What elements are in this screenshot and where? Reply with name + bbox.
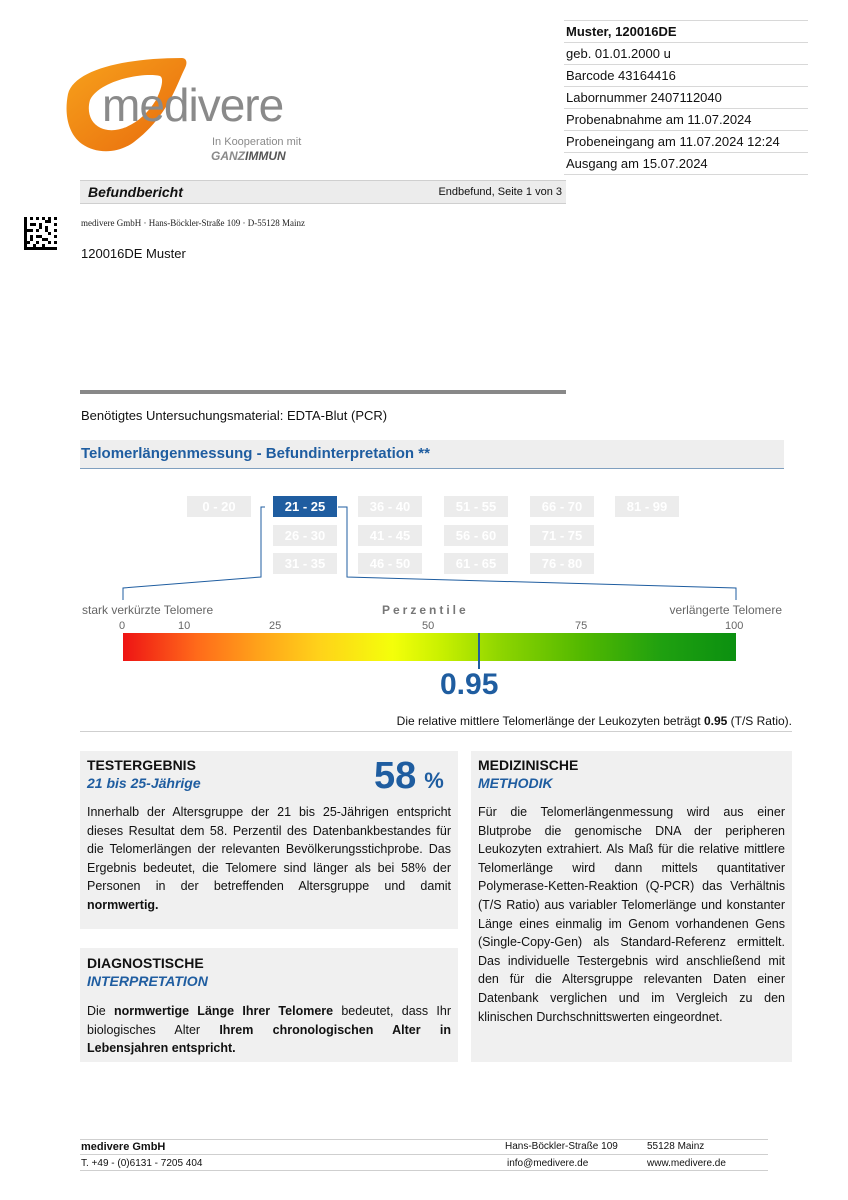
- methodik-box: [471, 751, 792, 1062]
- footer-phone: T. +49 - (0)6131 - 7205 404: [81, 1158, 203, 1169]
- age-group: 41 - 45: [358, 525, 422, 546]
- footer-city: 55128 Mainz: [647, 1141, 705, 1152]
- section-title: Telomerlängenmessung - Befundinterpretation **: [81, 445, 430, 462]
- lab-number: Labornummer 2407112040: [564, 87, 808, 109]
- diagnostik-t2: bedeutet, dass Ihr biologisches Alter: [87, 1004, 452, 1037]
- age-group: 76 - 80: [530, 553, 594, 574]
- percentile-number: 58: [374, 755, 417, 797]
- diagnostik-box: [80, 948, 458, 1062]
- testergebnis-box: [80, 751, 458, 929]
- age-group: 66 - 70: [530, 496, 594, 517]
- sender-address: medivere GmbH · Hans-Böckler-Straße 109 · D-55128 Mainz: [81, 218, 306, 228]
- recipient: 120016DE Muster: [81, 246, 186, 261]
- footer-divider: [80, 1154, 768, 1155]
- diagnostik-heading: DIAGNOSTISCHE: [87, 955, 204, 971]
- logo-brand: medivere: [102, 79, 284, 131]
- tick-label: 0: [119, 620, 126, 632]
- testergebnis-heading: TESTERGEBNIS: [87, 757, 196, 773]
- sentence-post: (T/S Ratio).: [727, 714, 792, 728]
- footer-divider: [80, 1139, 768, 1140]
- percentile-gradient-bar: [123, 633, 736, 661]
- age-group: 71 - 75: [530, 525, 594, 546]
- footer-web[interactable]: www.medivere.de: [647, 1158, 726, 1169]
- report-status: Endbefund, Seite 1 von 3: [438, 186, 562, 198]
- age-group: 61 - 65: [444, 553, 508, 574]
- methodik-heading: MEDIZINISCHE: [478, 757, 579, 773]
- age-group: 26 - 30: [273, 525, 337, 546]
- footer-street: Hans-Böckler-Straße 109: [505, 1141, 618, 1152]
- sentence-pre: Die relative mittlere Telomerlänge der Leukozyten beträgt: [396, 714, 704, 728]
- report-output: Ausgang am 15.07.2024: [564, 153, 808, 175]
- age-group-active: 21 - 25: [273, 496, 337, 517]
- sample-collection: Probenabnahme am 11.07.2024: [564, 109, 808, 131]
- sample-material: Benötigtes Untersuchungsmaterial: EDTA-Blut (PCR): [81, 408, 388, 423]
- diagnostik-t1: Die: [87, 1004, 115, 1018]
- tick-label: 50: [422, 620, 435, 632]
- footer-email[interactable]: info@medivere.de: [507, 1158, 589, 1169]
- sentence-value: 0.95: [703, 714, 728, 728]
- methodik-sub: METHODIK: [478, 775, 553, 791]
- patient-barcode: Barcode 43164416: [564, 65, 808, 87]
- logo-partner-b: IMMUN: [245, 149, 286, 163]
- footer-company: medivere GmbH: [81, 1141, 166, 1153]
- diagnostik-b2: Ihrem chronologischen Alter in Lebensjahren entspricht.: [87, 1022, 451, 1056]
- age-group: 51 - 55: [444, 496, 508, 517]
- scale-right-label: verlängerte Telomere: [669, 603, 782, 617]
- logo-coop: In Kooperation mit: [212, 136, 302, 148]
- result-sentence: [397, 714, 792, 728]
- percent-sign: %: [424, 768, 444, 793]
- diagnostik-text: [87, 1002, 451, 1058]
- age-group: 81 - 99: [615, 496, 679, 517]
- age-group: 56 - 60: [444, 525, 508, 546]
- tick-label: 10: [178, 620, 191, 632]
- percentile-result: [374, 755, 444, 798]
- tick-label: 100: [725, 620, 744, 632]
- testergebnis-text: [87, 803, 451, 915]
- percentile-marker: [478, 633, 480, 669]
- tick-label: 75: [575, 620, 588, 632]
- result-value: 0.95: [440, 668, 499, 701]
- tick-label: 25: [269, 620, 282, 632]
- age-group: 0 - 20: [187, 496, 251, 517]
- testergebnis-body: Innerhalb der Altersgruppe der 21 bis 25-Jährigen entspricht dieses Resultat dem 58. Perzentil des Datenbankbestandes für die Telomerlängen der relevanten Bevölkerungsstichprobe. Das Ergebnis bedeutet, die Telomere sind länger als bei 58% der Personen in der betreffenden Altersgruppe und damit: [87, 805, 451, 894]
- testergebnis-bold: normwertig.: [87, 897, 159, 912]
- testergebnis-sub: 21 bis 25-Jährige: [87, 775, 201, 791]
- divider: [80, 731, 792, 732]
- age-group: 36 - 40: [358, 496, 422, 517]
- scale-center-label: Perzentile: [382, 603, 469, 617]
- methodik-text: Für die Telomerlängenmessung wird aus einer Blutprobe die genomische DNA der peripheren Leukozyten extrahiert. Als Maß für die relative mittlere Telomerlänge wird dann mittels quantitativer Polymerase-Ketten-Reaktion (Q-PCR) das Verhältnis (T/S Ratio) aus variabler Telomerlänge und konstanter Länge eines einmalig im Genom vorhandenen Gens (Single-Copy-Gen) als Standard-Referenz ermittelt. Das individuelle Testergebnis wird anschließend mit den für die Altersgruppe relevanten Daten einer Datenbank verglichen und im Vergleich zu den klinischen Durchschnittswerten eingeordnet.: [478, 805, 785, 1024]
- footer-divider: [80, 1170, 768, 1171]
- logo-partner-a: GANZ: [211, 149, 245, 163]
- scale-left-label: stark verkürzte Telomere: [82, 603, 214, 617]
- patient-birthdate: geb. 01.01.2000 u: [564, 43, 808, 65]
- age-group: 31 - 35: [273, 553, 337, 574]
- diagnostik-b1: normwertige Länge Ihrer Telomere: [114, 1004, 334, 1018]
- sample-receipt: Probeneingang am 11.07.2024 12:24: [564, 131, 808, 153]
- report-title: Befundbericht: [88, 184, 183, 200]
- patient-name: Muster, 120016DE: [564, 20, 808, 43]
- age-group: 46 - 50: [358, 553, 422, 574]
- diagnostik-sub: INTERPRETATION: [87, 973, 208, 989]
